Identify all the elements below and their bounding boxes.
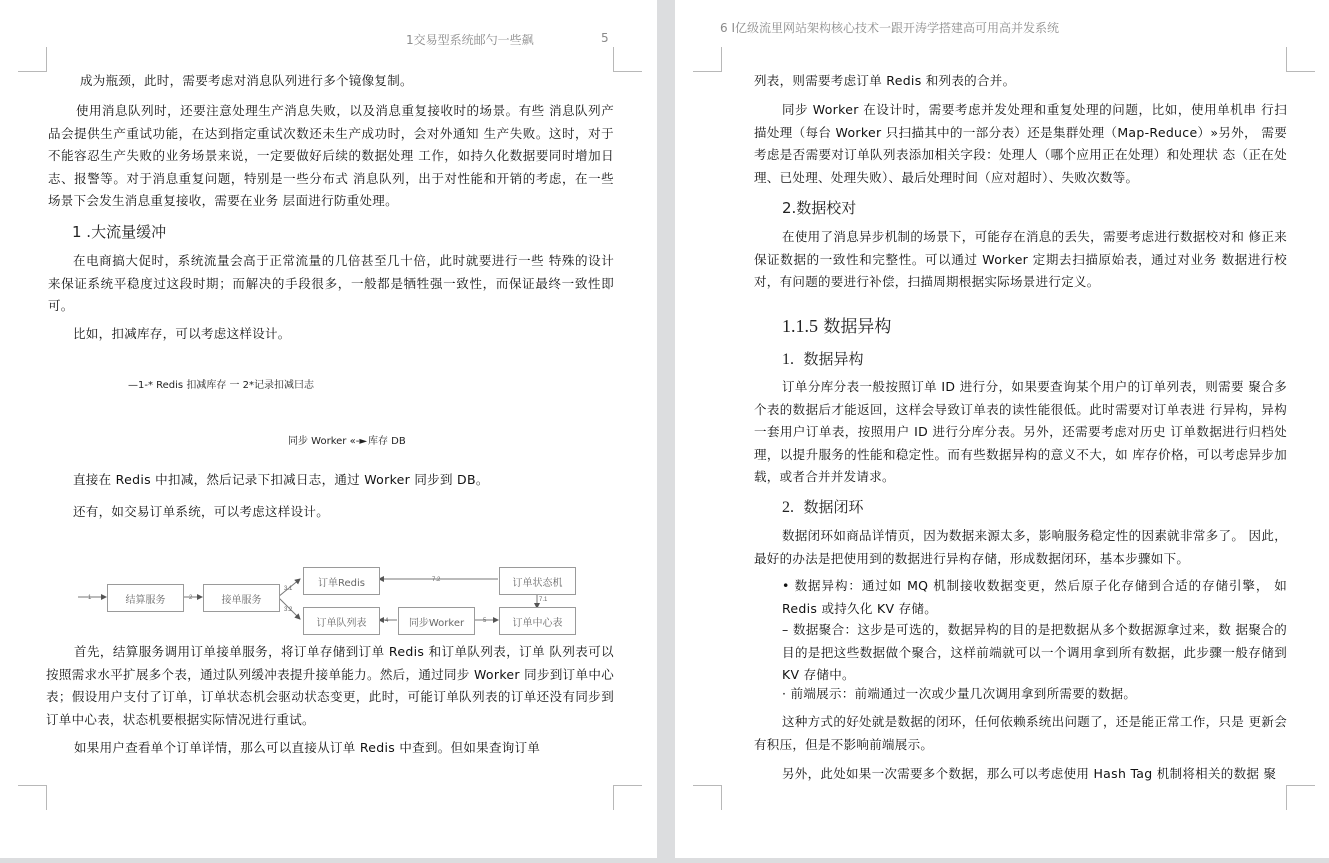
list-item [782, 619, 1287, 687]
paragraph: 直接在 Redis 中扣减，然后记录下扣减日志，通过 Worker 同步到 DB。 [73, 472, 489, 487]
paragraph: 数据闭环如商品详情页，因为数据来源太多，影响服务稳定性的因素就非常多了。 因此，最好的办法是把使用到的数据进行异构存储，形成数据闭环，基本步骤如下。 [754, 528, 1287, 566]
svg-text:7.1: 7.1 [539, 597, 548, 603]
svg-text:4: 4 [385, 618, 389, 624]
diagram-box-order-queue-table: 订单队列表 [303, 607, 380, 635]
margin-corner-mark [613, 785, 642, 810]
list-item-text: 数据异构：通过如 MQ 机制接收数据变更，然后原子化存储到合适的存储引擎， 如 Redis 或持久化 KV 存储。 [782, 578, 1287, 616]
section-title-text: 数据异构 [823, 317, 892, 337]
paragraph: 比如，扣减库存，可以考虑这样设计。 [73, 326, 291, 341]
margin-corner-mark [613, 47, 642, 72]
list-item [782, 683, 1287, 706]
margin-corner-mark [1286, 785, 1315, 810]
bullet-marker: – [782, 622, 789, 637]
diagram-box-sync-worker: 同步Worker [398, 607, 475, 635]
list-item-text: 数据聚合：这步是可选的，数据异构的目的是把数据从多个数据源拿过来，数 据聚合的目的是把这些数据做个聚合，这样前端就可以一个调用拿到所有数据，此步骤一般存储到 KV 存储中。 [782, 622, 1287, 682]
figure-caption-line: 同步 Worker «-► [288, 436, 368, 447]
bullet-marker: · [782, 686, 787, 701]
diagram-box-checkout-service: 结算服务 [107, 584, 184, 612]
paragraph: 成为瓶颈，此时，需要考虑对消息队列进行多个镜像复制。 [80, 73, 413, 88]
paragraph: 另外，此处如果一次需要多个数据，那么可以考虑使用 Hash Tag 机制将相关的数据 聚 [782, 766, 1277, 781]
svg-text:1: 1 [88, 595, 92, 601]
diagram-box-order-accept-service: 接单服务 [203, 584, 280, 612]
svg-text:3.2: 3.2 [284, 607, 293, 613]
document-page-left [0, 0, 657, 858]
paragraph: 这种方式的好处就是数据的闭环，任何依赖系统出问题了，还是能正常工作，只是 更新会有积压，但是不影响前端展示。 [754, 714, 1287, 752]
paragraph: 如果用户查看单个订单详情，那么可以直接从订单 Redis 中查到。但如果查询订单 [74, 740, 541, 755]
subsection-title: 数据异构 [803, 350, 864, 368]
paragraph: 在使用了消息异步机制的场景下，可能存在消息的丢失，需要考虑进行数据校对和 修正来保证数据的一致性和完整性。可以通过 Worker 定期去扫描原始表，通过对业务 数据进行校对，有问题的要进行补偿，扫描周期根据实际场景进行定义。 [754, 229, 1287, 289]
margin-corner-mark [18, 785, 47, 810]
paragraph: 还有，如交易订单系统，可以考虑这样设计。 [73, 504, 330, 519]
bullet-marker: • [782, 578, 790, 593]
section-number: 1.1.5 [782, 316, 818, 336]
page-number: 5 [601, 31, 609, 45]
margin-corner-mark [693, 785, 722, 810]
figure-caption-line: 库存 DB [368, 436, 406, 447]
svg-text:7.2: 7.2 [432, 577, 441, 583]
subsection-number: 1. [782, 351, 794, 368]
svg-text:5: 5 [483, 618, 487, 624]
list-item-text: 前端展示：前端通过一次或少量几次调用拿到所需要的数据。 [790, 686, 1137, 701]
margin-corner-mark [693, 47, 722, 72]
section-title [782, 312, 891, 337]
subsection-heading [782, 348, 864, 369]
diagram-box-order-center-table: 订单中心表 [499, 607, 576, 635]
diagram-box-order-redis: 订单Redis [303, 567, 380, 595]
paragraph: 同步 Worker 在设计时，需要考虑并发处理和重复处理的问题，比如，使用单机串 行扫描处理（每台 Worker 只扫描其中的一部分表）还是集群处理（Map-Reduce）»另外， 需要考虑是否需要对订单队列表添加相关字段：处理人（哪个应用正在处理）和处理状 态（正在处理、已处理、处理失败）、最后处理时间（应对超时）、失败次数等。 [754, 102, 1287, 185]
order-system-diagram [76, 565, 581, 637]
svg-text:3.1: 3.1 [284, 586, 293, 592]
paragraph: 在电商搞大促时，系统流量会高于正常流量的几倍甚至几十倍，此时就要进行一些 特殊的设计来保证系统平稳度过这段时期；而解决的手段很多，一般都是牺牲强一致性，而保证最终一致性即可。 [48, 253, 614, 313]
subsection-number: 2. [782, 499, 794, 516]
diagram-box-order-state-machine: 订单状态机 [499, 567, 576, 595]
subsection-heading: 2.数据校对 [782, 199, 857, 217]
paragraph: 列表，则需要考虑订单 Redis 和列表的合并。 [754, 73, 1016, 88]
paragraph: 订单分库分表一般按照订单 ID 进行分，如果要查询某个用户的订单列表，则需要 聚合多个表的数据后才能返回，这样会导致订单表的读性能很低。此时需要对订单表进 行异构，异构一套用户订单表，按照用户 ID 进行分库分表。另外，还需要考虑对历史 订单数据进行归档处理，以提升服务的性能和稳定性。而有些数据异构的意义不大，如 库存价格，可以考虑异步加载，或者合并并发请求。 [754, 379, 1287, 484]
document-page-right [675, 0, 1329, 858]
subsection-heading [782, 496, 864, 517]
figure-caption-line: —1-* Redis 扣减库存 一 2*记录扣减曰志 [128, 380, 315, 391]
margin-corner-mark [1286, 47, 1315, 72]
paragraph: 首先，结算服务调用订单接单服务，将订单存储到订单 Redis 和订单队列表，订单 队列表可以按照需求水平扩展多个表，通过队列缓冲表提升接单能力。然后，通过同步 Worker 同步到订单中心表；假设用户支付了订单，订单状态机会驱动状态变更，此时，可能订单队列表的订单还没有同步到订单中心表，状态机要根据实际情况进行重试。 [46, 644, 614, 727]
list-item [782, 575, 1287, 620]
section-heading: 1 .大流量缓冲 [72, 223, 167, 241]
svg-text:2: 2 [189, 595, 193, 601]
running-header: 6 I亿级流里网站架构核心技术一跟开涛学搭建高可用高并发系统 [720, 21, 1059, 35]
margin-corner-mark [18, 47, 47, 72]
subsection-title: 数据闭环 [803, 498, 864, 516]
running-header: 1交易型系统邮勺一些飙 [406, 33, 534, 47]
paragraph: 使用消息队列时，还要注意处理生产消息失败，以及消息重复接收时的场景。有些 消息队列产品会提供生产重试功能，在达到指定重试次数还未生产成功时，会对外通知 生产失败。这时，对于不能容忍生产失败的业务场景来说，一定要做好后续的数据处理 工作，如持久化数据要同时增加日志、报警等。对于消息重复问题，特别是一些分布式 消息队列，出于对性能和开销的考虑，在一些场景下会发生消息重复接收，需要在业务 层面进行防重处理。 [48, 103, 614, 208]
